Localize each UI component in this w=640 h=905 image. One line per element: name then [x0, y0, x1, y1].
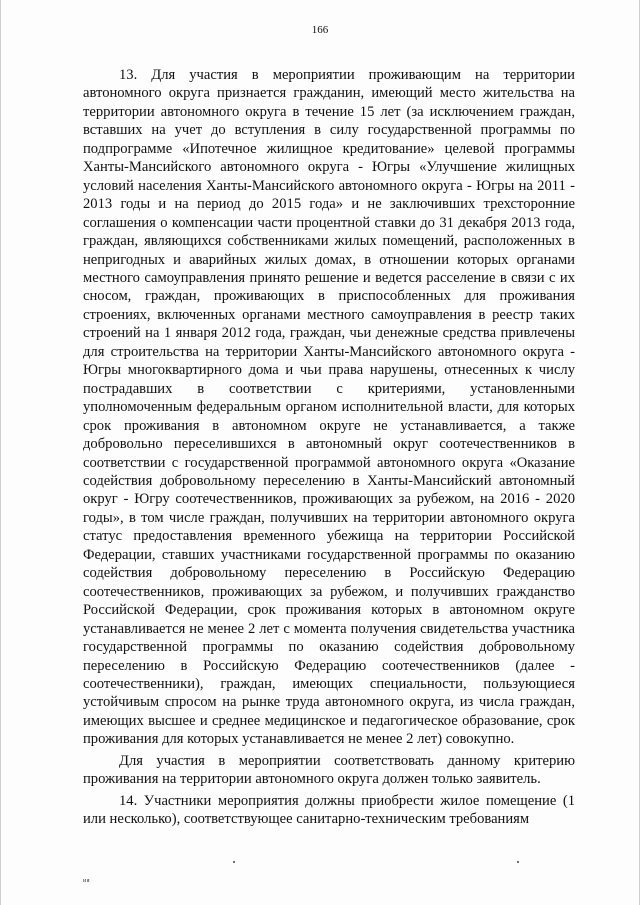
- paragraph-applicant-criterion: Для участия в мероприятии соответствовать данному критерию проживания на территории автономного округа должен только заявитель.: [83, 752, 575, 788]
- footer-mark: ия: [83, 878, 90, 884]
- page-number: 166: [311, 24, 329, 36]
- paragraph-14: 14. Участники мероприятия должны приобрести жилое помещение (1 или несколько), соответствующее санитарно-техническим требованиям: [83, 792, 575, 828]
- paragraph-13: 13. Для участия в мероприятии проживающим на территории автономного округа признается гражданин, имеющий место жительства на территории автономного округа в течение 15 лет (за исключением граждан, вставших на учет до вступления в силу государственной программы по подпрограмме «Ипотечное жилищное кредитование» целевой программы Ханты-Мансийского автономного округа - Югры «Улучшение жилищных условий населения Ханты-Мансийского автономного округа - Югры на 2011 - 2013 годы и на период до 2015 года» и не заключивших трехсторонние соглашения о компенсации части процентной ставки до 31 декабря 2013 года, граждан, являющихся собственниками жилых помещений, расположенных в непригодных и аварийных жилых домах, в отношении которых органами местного самоуправления принято решение и ведется расселение в связи с их сносом, граждан, проживающих в приспособленных для проживания строениях, включенных органами местного самоуправления в реестр таких строений на 1 января 2012 года, граждан, чьи денежные средства привлечены для строительства на территории Ханты-Мансийского автономного округа - Югры многоквартирного дома и чьи права нарушены, отнесенных к числу пострадавших в соответствии с критериями, установленными уполномоченным федеральным органом исполнительной власти, для которых срок проживания в автономном округе не устанавливается, а также добровольно переселившихся в автономный округ соотечественников в соответствии с государственной программой автономного округа «Оказание содействия добровольному переселению в Ханты-Мансийский автономный округ - Югру соотечественников, проживающих за рубежом, на 2016 - 2020 годы», в том числе граждан, получивших на территории автономного округа статус предоставления временного убежища на территории Российской Федерации, ставших участниками государственной программы по оказанию содействия добровольному переселению в Российскую Федерацию соотечественников, проживающих за рубежом, и получивших гражданство Российской Федерации, срок проживания которых в автономном округе устанавливается не менее 2 лет с момента получения свидетельства участника государственной программы по оказанию содействия добровольному переселению в Российскую Федерацию соотечественников (далее - соотечественники), граждан, имеющих специальности, пользующиеся устойчивым спросом на рынке труда автономного округа, из числа граждан, имеющих высшее и среднее медицинское и педагогическое образование, срок проживания для которых устанавливается не менее 2 лет) совокупно.: [83, 67, 575, 748]
- page-left-edge: [0, 0, 1, 905]
- document-body: [83, 66, 575, 829]
- scan-speck: [233, 861, 235, 863]
- scan-speck: [517, 861, 519, 863]
